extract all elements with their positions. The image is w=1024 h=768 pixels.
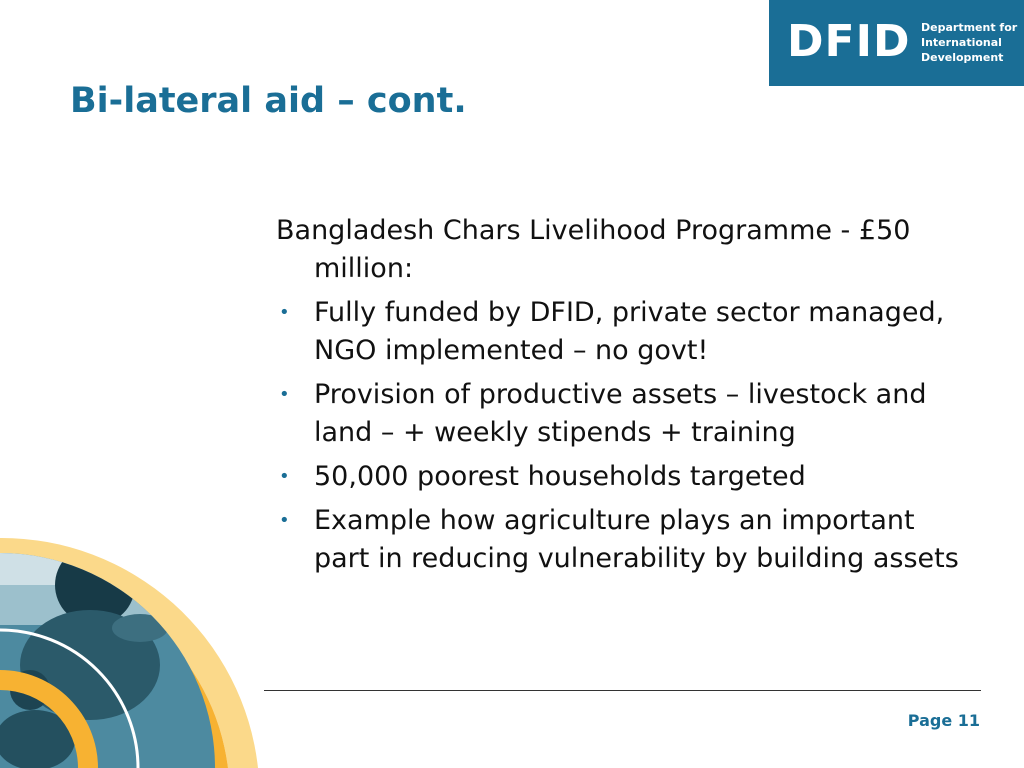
bullet-text: Provision of productive assets – livestock and land – + weekly stipends + training: [314, 379, 927, 448]
bullet-dot-icon: •: [279, 466, 290, 487]
logo-line: International: [921, 36, 1002, 49]
bullet-dot-icon: •: [279, 384, 290, 405]
slide-body: [276, 212, 976, 584]
dfid-logo-mark: DFID: [787, 16, 911, 67]
logo-line: Development: [921, 51, 1004, 64]
bullet-text: 50,000 poorest households targeted: [314, 461, 806, 492]
footer-divider: [264, 690, 981, 691]
bullet-dot-icon: •: [279, 302, 290, 323]
bullet-item: [276, 458, 976, 496]
bullet-text: Example how agriculture plays an important part in reducing vulnerability by building assets: [314, 505, 959, 574]
bullet-text: Fully funded by DFID, private sector managed, NGO implemented – no govt!: [314, 297, 945, 366]
bullet-item: [276, 502, 976, 578]
page-number: Page 11: [907, 711, 980, 730]
bullet-list: [276, 294, 976, 578]
decorative-photo-arcs: [0, 530, 270, 768]
dfid-logo-subtitle: [921, 20, 1021, 65]
dfid-logo: [769, 0, 1024, 86]
bullet-dot-icon: •: [279, 510, 290, 531]
bullet-item: [276, 376, 976, 452]
slide-title: Bi-lateral aid – cont.: [70, 81, 467, 121]
logo-line: Department for: [921, 21, 1018, 34]
bullet-item: [276, 294, 976, 370]
intro-text: Bangladesh Chars Livelihood Programme - £50 million:: [276, 215, 911, 284]
